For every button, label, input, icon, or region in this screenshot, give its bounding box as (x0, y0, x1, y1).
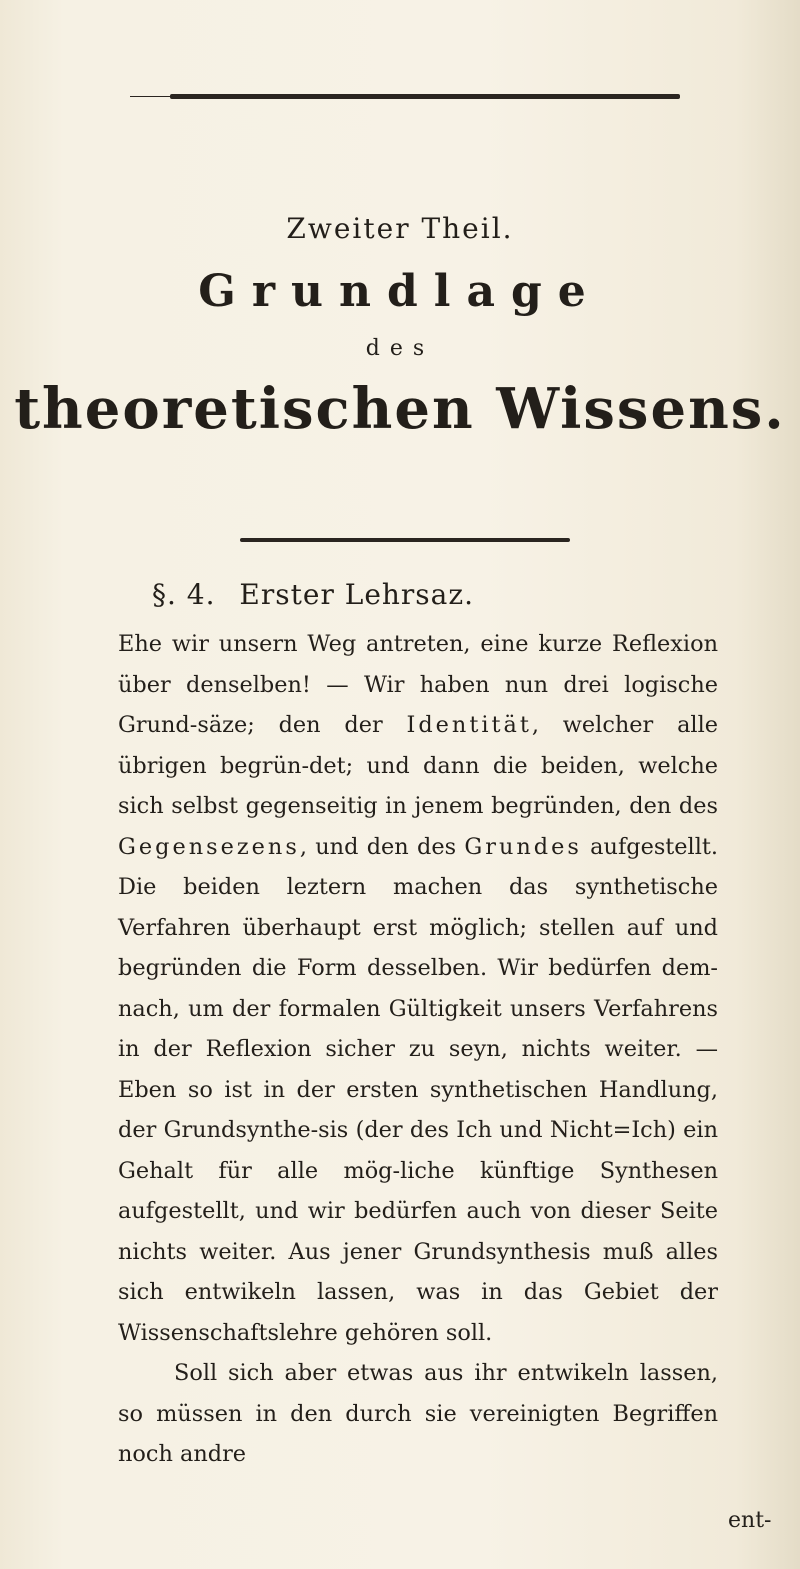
section-number: §. 4. (152, 578, 216, 611)
top-rule (170, 94, 680, 99)
paragraph-2: Soll sich aber etwas aus ihr entwikeln lassen, so müssen in den durch sie vereinigten Begriffen noch andre (118, 1360, 718, 1467)
paragraph-1-part-a: Ehe wir unsern Weg antreten, eine kurze Reflexion über denselben! — Wir haben nun drei logische Grund-säze; den der (118, 631, 718, 738)
catchword: ent- (728, 1508, 772, 1533)
paragraph-1-part-b: , welcher alle übrigen begrün-det; und dann die beiden, welche sich selbst gegenseitig in jenem begründen, den des (118, 712, 718, 819)
paragraph-1 (118, 624, 718, 1353)
title-subject: theoretischen Wissens. (14, 376, 786, 442)
term-opposition: Gegensezens (118, 833, 300, 860)
paragraph-1-part-c: , und den des (299, 833, 465, 860)
part-label: Zweiter Theil. (286, 212, 514, 245)
term-identity: Identität (406, 712, 532, 738)
section-heading (152, 578, 474, 611)
section-title: Erster Lehrsaz. (239, 578, 475, 611)
term-ground: Grundes (464, 833, 582, 860)
body-text (118, 624, 718, 1475)
title-article: des (365, 336, 435, 361)
part-title: Grundlage (198, 266, 602, 317)
section-rule (240, 538, 570, 542)
paragraph-1-part-d: aufgestellt. Die beiden leztern machen das synthetische Verfahren überhaupt erst möglich; stellen auf und begründen die Form desselben. Wir bedürfen dem-nach, um der formalen Gültigkeit unsers Verfahrens in der Reflexion sicher zu seyn, nichts weiter. — Eben so ist in der ersten synthetischen Handlung, der Grundsynthe-sis (der des Ich und Nicht=Ich) ein Gehalt für alle mög-liche künftige Synthesen aufgestellt, und wir bedürfen auch von dieser Seite nichts weiter. Aus jener Grundsynthesis muß alles sich entwikeln lassen, was in das Gebiet der Wissenschaftslehre gehören soll. (118, 833, 718, 1346)
